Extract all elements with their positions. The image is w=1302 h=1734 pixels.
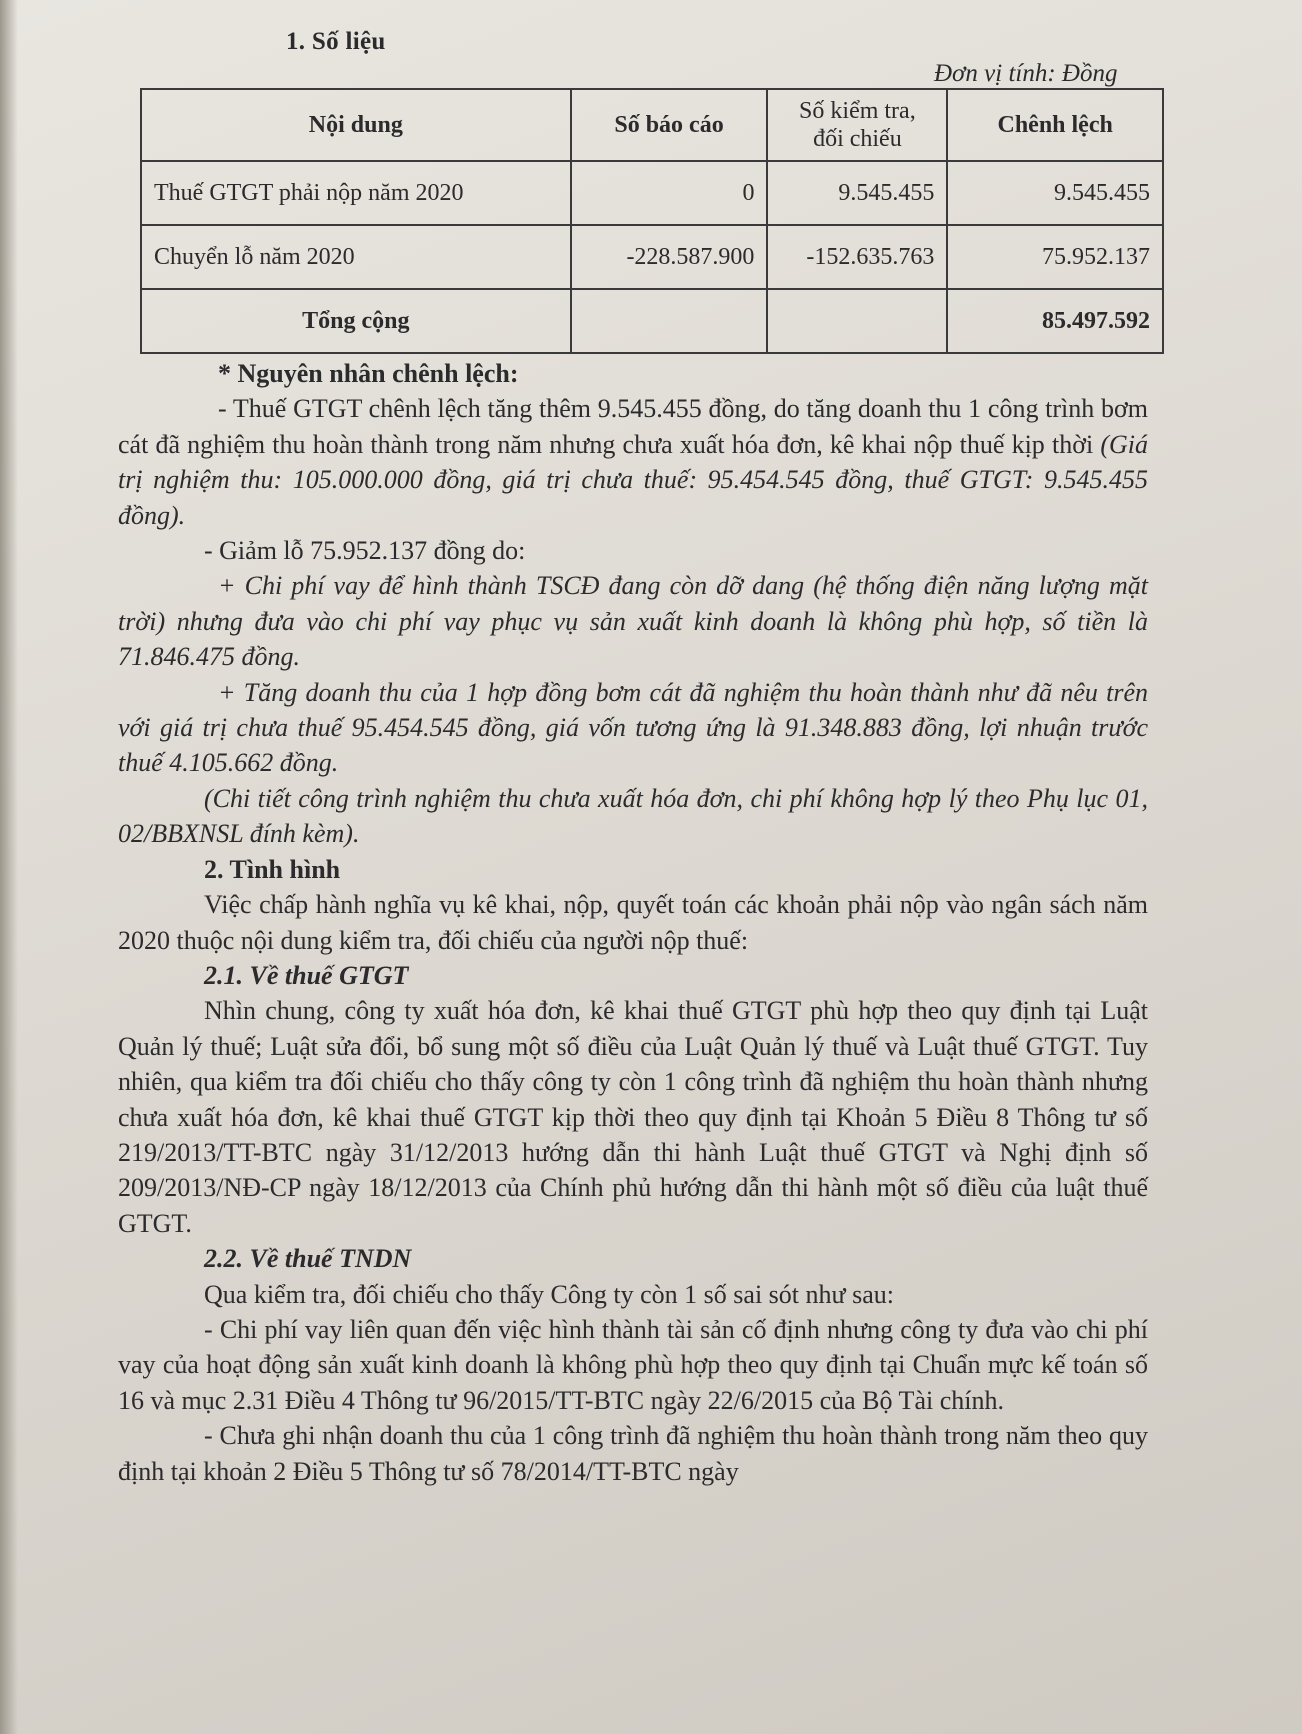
unit-note: Đơn vị tính: Đồng <box>934 60 1118 87</box>
header-checked <box>767 89 947 161</box>
section-2-heading: 2. Tình hình <box>204 854 341 884</box>
header-checked-line2: đối chiếu <box>813 126 902 152</box>
header-reported: Số báo cáo <box>571 89 768 161</box>
causes-loss-item-2: + Tăng doanh thu của 1 hợp đồng bơm cát đã nghiệm thu hoàn thành như đã nêu trên với giá trị chưa thuế 95.454.545 đồng, giá vốn tương ứng là 91.348.883 đồng, lợi nhuận trước thuế 4.105.662 đồng. <box>118 677 1148 778</box>
causes-vat-text: - Thuế GTGT chênh lệch tăng thêm 9.545.455 đồng, do tăng doanh thu 1 công trình bơm cát đã nghiệm thu hoàn thành trong năm nhưng chưa xuất hóa đơn, kê khai nộp thuế kịp thời <box>118 394 1148 459</box>
causes-details-note: (Chi tiết công trình nghiệm thu chưa xuất hóa đơn, chi phí không hợp lý theo Phụ lục 01, 02/BBXNSL đính kèm). <box>118 783 1148 849</box>
row-checked: -152.635.763 <box>767 225 947 289</box>
row-reported: 0 <box>571 161 768 225</box>
page-edge-shadow <box>0 0 18 1734</box>
table-row <box>141 225 1163 289</box>
total-label: Tổng cộng <box>141 289 571 353</box>
row-difference: 75.952.137 <box>947 225 1163 289</box>
section-2-2-item-1: - Chi phí vay liên quan đến việc hình thành tài sản cố định nhưng công ty đưa vào chi phí vay của hoạt động sản xuất kinh doanh là không phù hợp theo quy định tại Chuẩn mực kế toán số 16 và mục 2.31 Điều 4 Thông tư 96/2015/TT-BTC ngày 22/6/2015 của Bộ Tài chính. <box>118 1314 1148 1415</box>
table-total-row <box>141 289 1163 353</box>
causes-loss-item-1: + Chi phí vay để hình thành TSCĐ đang còn dỡ dang (hệ thống điện năng lượng mặt trời) nhưng đưa vào chi phí vay phục vụ sản xuất kinh doanh là không phù hợp, số tiền là 71.846.475 đồng. <box>118 571 1148 672</box>
section-2-2-intro: Qua kiểm tra, đối chiếu cho thấy Công ty còn 1 số sai sót như sau: <box>204 1279 894 1309</box>
section-2-1-text: Nhìn chung, công ty xuất hóa đơn, kê khai thuế GTGT phù hợp theo quy định tại Luật Quản lý thuế; Luật sửa đổi, bổ sung một số điều của Luật Quản lý thuế và Luật thuế GTGT. Tuy nhiên, qua kiểm tra đối chiếu cho thấy công ty còn 1 công trình đã nghiệm thu hoàn thành nhưng chưa xuất hóa đơn, kê khai thuế GTGT kịp thời theo quy định tại Khoản 5 Điều 8 Thông tư số 219/2013/TT-BTC ngày 31/12/2013 hướng dẫn thi hành Luật thuế GTGT và Nghị định số 209/2013/NĐ-CP ngày 18/12/2013 của Chính phủ hướng dẫn thi hành một số điều của luật thuế GTGT. <box>118 996 1148 1238</box>
total-empty-cell <box>571 289 768 353</box>
table-row <box>141 161 1163 225</box>
total-difference: 85.497.592 <box>947 289 1163 353</box>
section-2-2-heading: 2.2. Về thuế TNDN <box>204 1244 412 1274</box>
section-2-intro: Việc chấp hành nghĩa vụ kê khai, nộp, quyết toán các khoản phải nộp vào ngân sách năm 2020 thuộc nội dung kiểm tra, đối chiếu của người nộp thuế: <box>118 890 1148 955</box>
row-content: Chuyển lỗ năm 2020 <box>141 225 571 289</box>
causes-vat <box>118 391 1148 533</box>
header-content: Nội dung <box>141 89 571 161</box>
total-empty-cell <box>767 289 947 353</box>
row-content: Thuế GTGT phải nộp năm 2020 <box>141 161 571 225</box>
figures-table <box>140 88 1164 354</box>
row-checked: 9.545.455 <box>767 161 947 225</box>
causes-vat-italic: (Giá trị nghiệm thu: 105.000.000 đồng, giá trị chưa thuế: 95.454.545 đồng, thuế GTGT: 9.545.455 đồng). <box>118 429 1148 530</box>
section-2-1-heading: 2.1. Về thuế GTGT <box>204 960 409 990</box>
body-text <box>118 356 1148 1489</box>
row-reported: -228.587.900 <box>571 225 768 289</box>
causes-title: * Nguyên nhân chênh lệch: <box>218 359 519 388</box>
section-2-2-item-2: - Chưa ghi nhận doanh thu của 1 công trình đã nghiệm thu hoàn thành trong năm theo quy định tại khoản 2 Điều 5 Thông tư số 78/2014/TT-BTC ngày <box>118 1421 1148 1486</box>
causes-loss-reduce: - Giảm lỗ 75.952.137 đồng do: <box>204 536 526 566</box>
section-1-heading: 1. Số liệu <box>286 28 386 55</box>
header-difference: Chênh lệch <box>947 89 1163 161</box>
header-checked-line1: Số kiểm tra, <box>799 98 916 124</box>
table-header-row <box>141 89 1163 161</box>
row-difference: 9.545.455 <box>947 161 1163 225</box>
